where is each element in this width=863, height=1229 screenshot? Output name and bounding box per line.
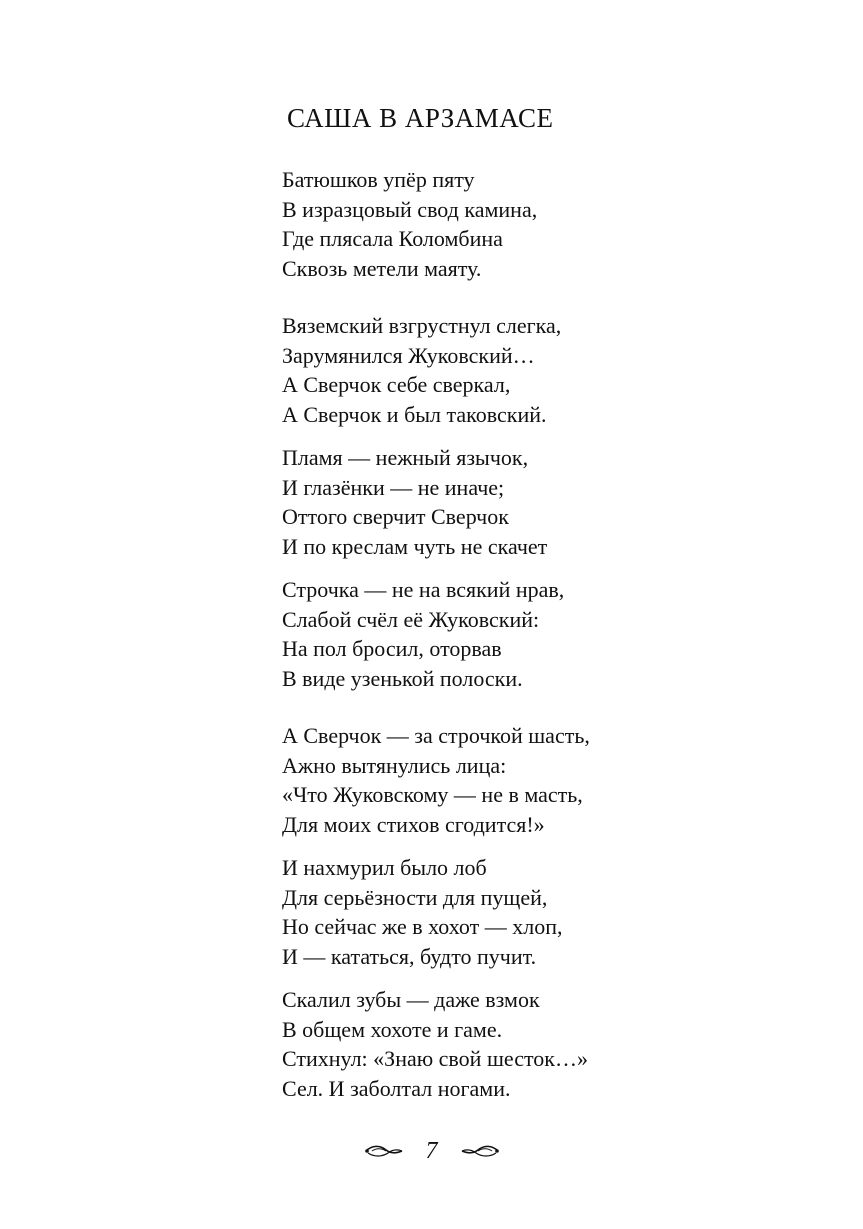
poem-line: А Сверчок — за строчкой шасть, — [282, 723, 590, 748]
poem-line: «Что Жуковскому — не в масть, — [282, 782, 583, 807]
poem-line: Сквозь метели маяту. — [282, 255, 482, 281]
stanza-4 — [282, 575, 802, 693]
poem-line: В общем хохоте и гаме. — [282, 1016, 503, 1042]
poem-body — [282, 165, 802, 1103]
poem-line: Слабой счёл её Жуковский: — [282, 606, 540, 632]
poem-line: Для моих стихов сгодится!» — [282, 811, 545, 837]
poem-line: И глазёнки — не иначе; — [282, 474, 505, 500]
poem-line: Пламя — нежный язычок, — [282, 445, 529, 470]
poem-line: Батюшков упёр пяту — [282, 167, 475, 192]
stanza-3 — [282, 443, 802, 561]
stanza-6 — [282, 853, 802, 971]
poem-line: И нахмурил было лоб — [282, 855, 487, 880]
stanza-gap — [282, 971, 802, 985]
poem-line: Вяземский взгрустнул слегка, — [282, 313, 562, 338]
stanza-1 — [282, 165, 802, 283]
ornament-swirl-left-icon — [364, 1142, 404, 1160]
stanza-gap — [282, 283, 802, 311]
poem-line: А Сверчок и был таковский. — [282, 401, 547, 427]
poem-line: Где плясала Коломбина — [282, 226, 503, 251]
ornament-swirl-right-icon — [460, 1142, 500, 1160]
page-number: 7 — [425, 1138, 438, 1164]
poem-line: А Сверчок себе сверкал, — [282, 372, 511, 397]
stanza-gap — [282, 693, 802, 721]
poem-title: САША В АРЗАМАСЕ — [287, 103, 554, 133]
poem-line: В виде узенькой полоски. — [282, 665, 523, 691]
stanza-2 — [282, 311, 802, 429]
stanza-7 — [282, 985, 802, 1103]
stanza-gap — [282, 429, 802, 443]
stanza-5 — [282, 721, 802, 839]
poem-line: Но сейчас же в хохот — хлоп, — [282, 914, 563, 939]
poem-line: Скалил зубы — даже взмок — [282, 987, 540, 1012]
poem-line: Стихнул: «Знаю свой шесток…» — [282, 1046, 588, 1071]
poem-line: Строчка — не на всякий нрав, — [282, 577, 565, 602]
poem-line: Для серьёзности для пущей, — [282, 884, 548, 910]
poem-line: Ажно вытянулись лица: — [282, 752, 507, 778]
poem-line: Зарумянился Жуковский… — [282, 342, 535, 368]
poem-line: В изразцовый свод камина, — [282, 196, 538, 222]
poem-line: Сел. И заболтал ногами. — [282, 1075, 511, 1101]
poem-line: И — кататься, будто пучит. — [282, 943, 537, 969]
stanza-gap — [282, 561, 802, 575]
poem-line: На пол бросил, оторвав — [282, 636, 502, 661]
poem-line: Оттого сверчит Сверчок — [282, 504, 509, 529]
poem-line: И по креслам чуть не скачет — [282, 533, 548, 559]
page-footer — [0, 1136, 863, 1166]
stanza-gap — [282, 839, 802, 853]
